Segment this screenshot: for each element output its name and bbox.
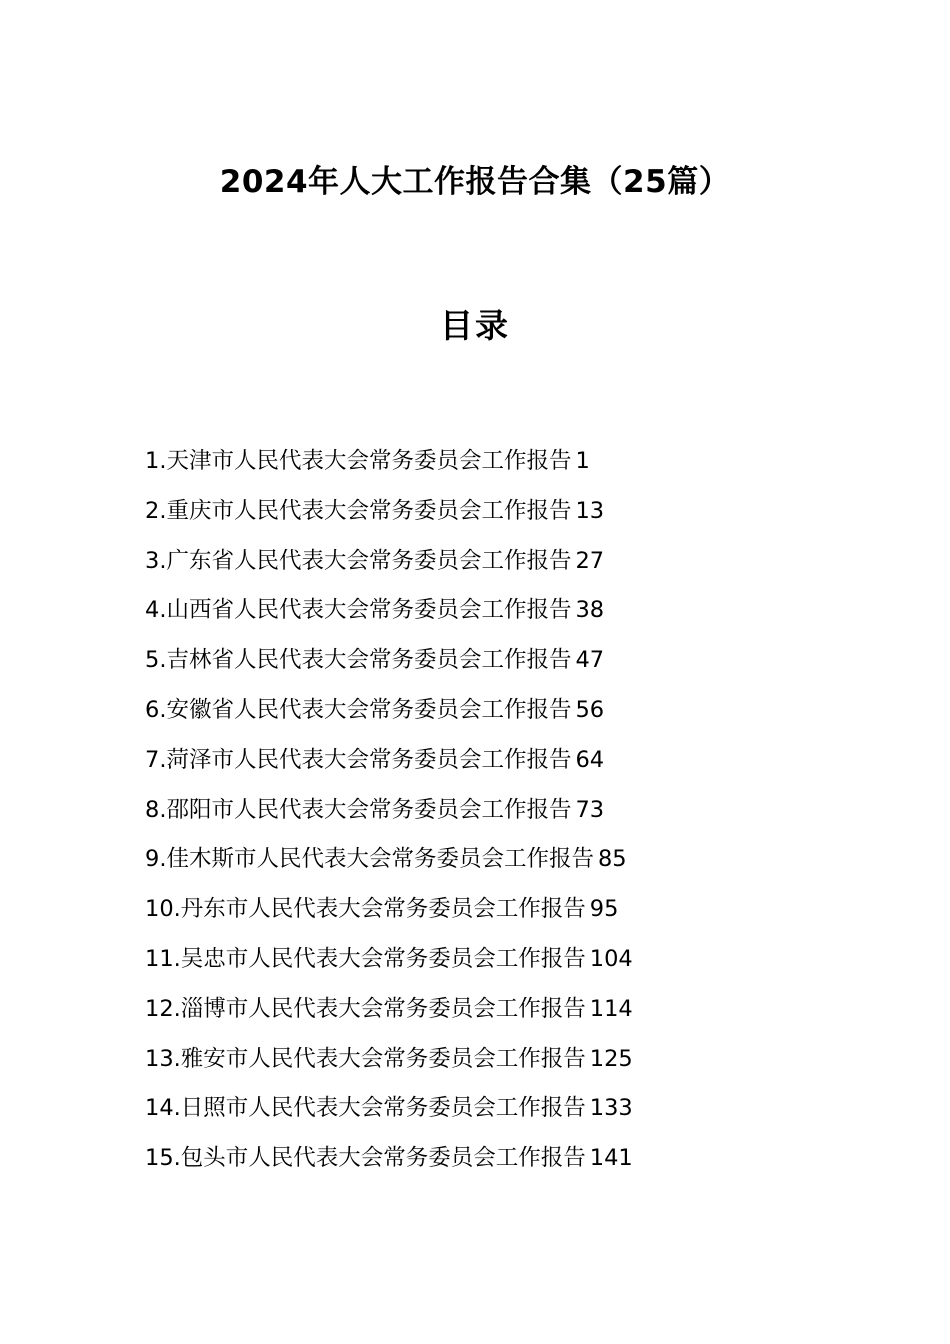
toc-entry-title: 12.淄博市人民代表大会常务委员会工作报告 — [145, 995, 586, 1022]
toc-entry-page: 133 — [589, 1095, 633, 1122]
toc-entry-page: 85 — [597, 846, 627, 873]
toc-entry-page: 56 — [575, 696, 605, 723]
toc-entry-title: 15.包头市人民代表大会常务委员会工作报告 — [145, 1145, 586, 1172]
toc-entry-title: 2.重庆市人民代表大会常务委员会工作报告 — [145, 497, 572, 524]
toc-entry-page: 73 — [575, 796, 605, 823]
toc-entry-page: 104 — [589, 945, 633, 972]
toc-entry-title: 6.安徽省人民代表大会常务委员会工作报告 — [145, 696, 572, 723]
table-of-contents — [145, 446, 805, 1193]
toc-entry[interactable] — [145, 595, 805, 645]
toc-entry[interactable] — [145, 496, 805, 546]
toc-entry-title: 14.日照市人民代表大会常务委员会工作报告 — [145, 1095, 586, 1122]
toc-entry-page: 64 — [575, 746, 605, 773]
toc-entry[interactable] — [145, 446, 805, 496]
toc-entry-title: 3.广东省人民代表大会常务委员会工作报告 — [145, 547, 572, 574]
toc-entry-title: 5.吉林省人民代表大会常务委员会工作报告 — [145, 647, 572, 674]
toc-entry-title: 13.雅安市人民代表大会常务委员会工作报告 — [145, 1045, 586, 1072]
toc-entry-title: 11.吴忠市人民代表大会常务委员会工作报告 — [145, 945, 586, 972]
toc-entry-title: 10.丹东市人民代表大会常务委员会工作报告 — [145, 896, 586, 923]
toc-entry[interactable] — [145, 844, 805, 894]
toc-entry[interactable] — [145, 944, 805, 994]
toc-entry[interactable] — [145, 1093, 805, 1143]
toc-entry-title: 4.山西省人民代表大会常务委员会工作报告 — [145, 597, 572, 624]
toc-entry-page: 1 — [575, 448, 590, 474]
toc-entry[interactable] — [145, 546, 805, 596]
toc-entry-page: 141 — [589, 1145, 633, 1172]
toc-entry-page: 13 — [575, 497, 605, 524]
toc-entry[interactable] — [145, 1044, 805, 1094]
toc-entry[interactable] — [145, 894, 805, 944]
toc-entry[interactable] — [145, 695, 805, 745]
document-title: 2024年人大工作报告合集（25篇） — [219, 164, 731, 200]
toc-entry-page: 27 — [575, 547, 605, 574]
toc-entry-title: 7.菏泽市人民代表大会常务委员会工作报告 — [145, 746, 572, 773]
toc-heading: 目录 — [440, 306, 510, 345]
toc-entry-title: 8.邵阳市人民代表大会常务委员会工作报告 — [145, 796, 572, 823]
toc-entry-page: 47 — [575, 647, 605, 674]
toc-entry[interactable] — [145, 645, 805, 695]
toc-entry-page: 95 — [589, 896, 619, 923]
toc-entry[interactable] — [145, 795, 805, 845]
toc-entry-title: 9.佳木斯市人民代表大会常务委员会工作报告 — [145, 846, 594, 873]
toc-entry-page: 114 — [589, 995, 633, 1022]
toc-entry[interactable] — [145, 745, 805, 795]
toc-entry-page: 125 — [589, 1045, 633, 1072]
toc-entry-page: 38 — [575, 597, 605, 624]
toc-entry[interactable] — [145, 1143, 805, 1193]
toc-entry-title: 1.天津市人民代表大会常务委员会工作报告 — [145, 448, 572, 474]
toc-entry[interactable] — [145, 994, 805, 1044]
